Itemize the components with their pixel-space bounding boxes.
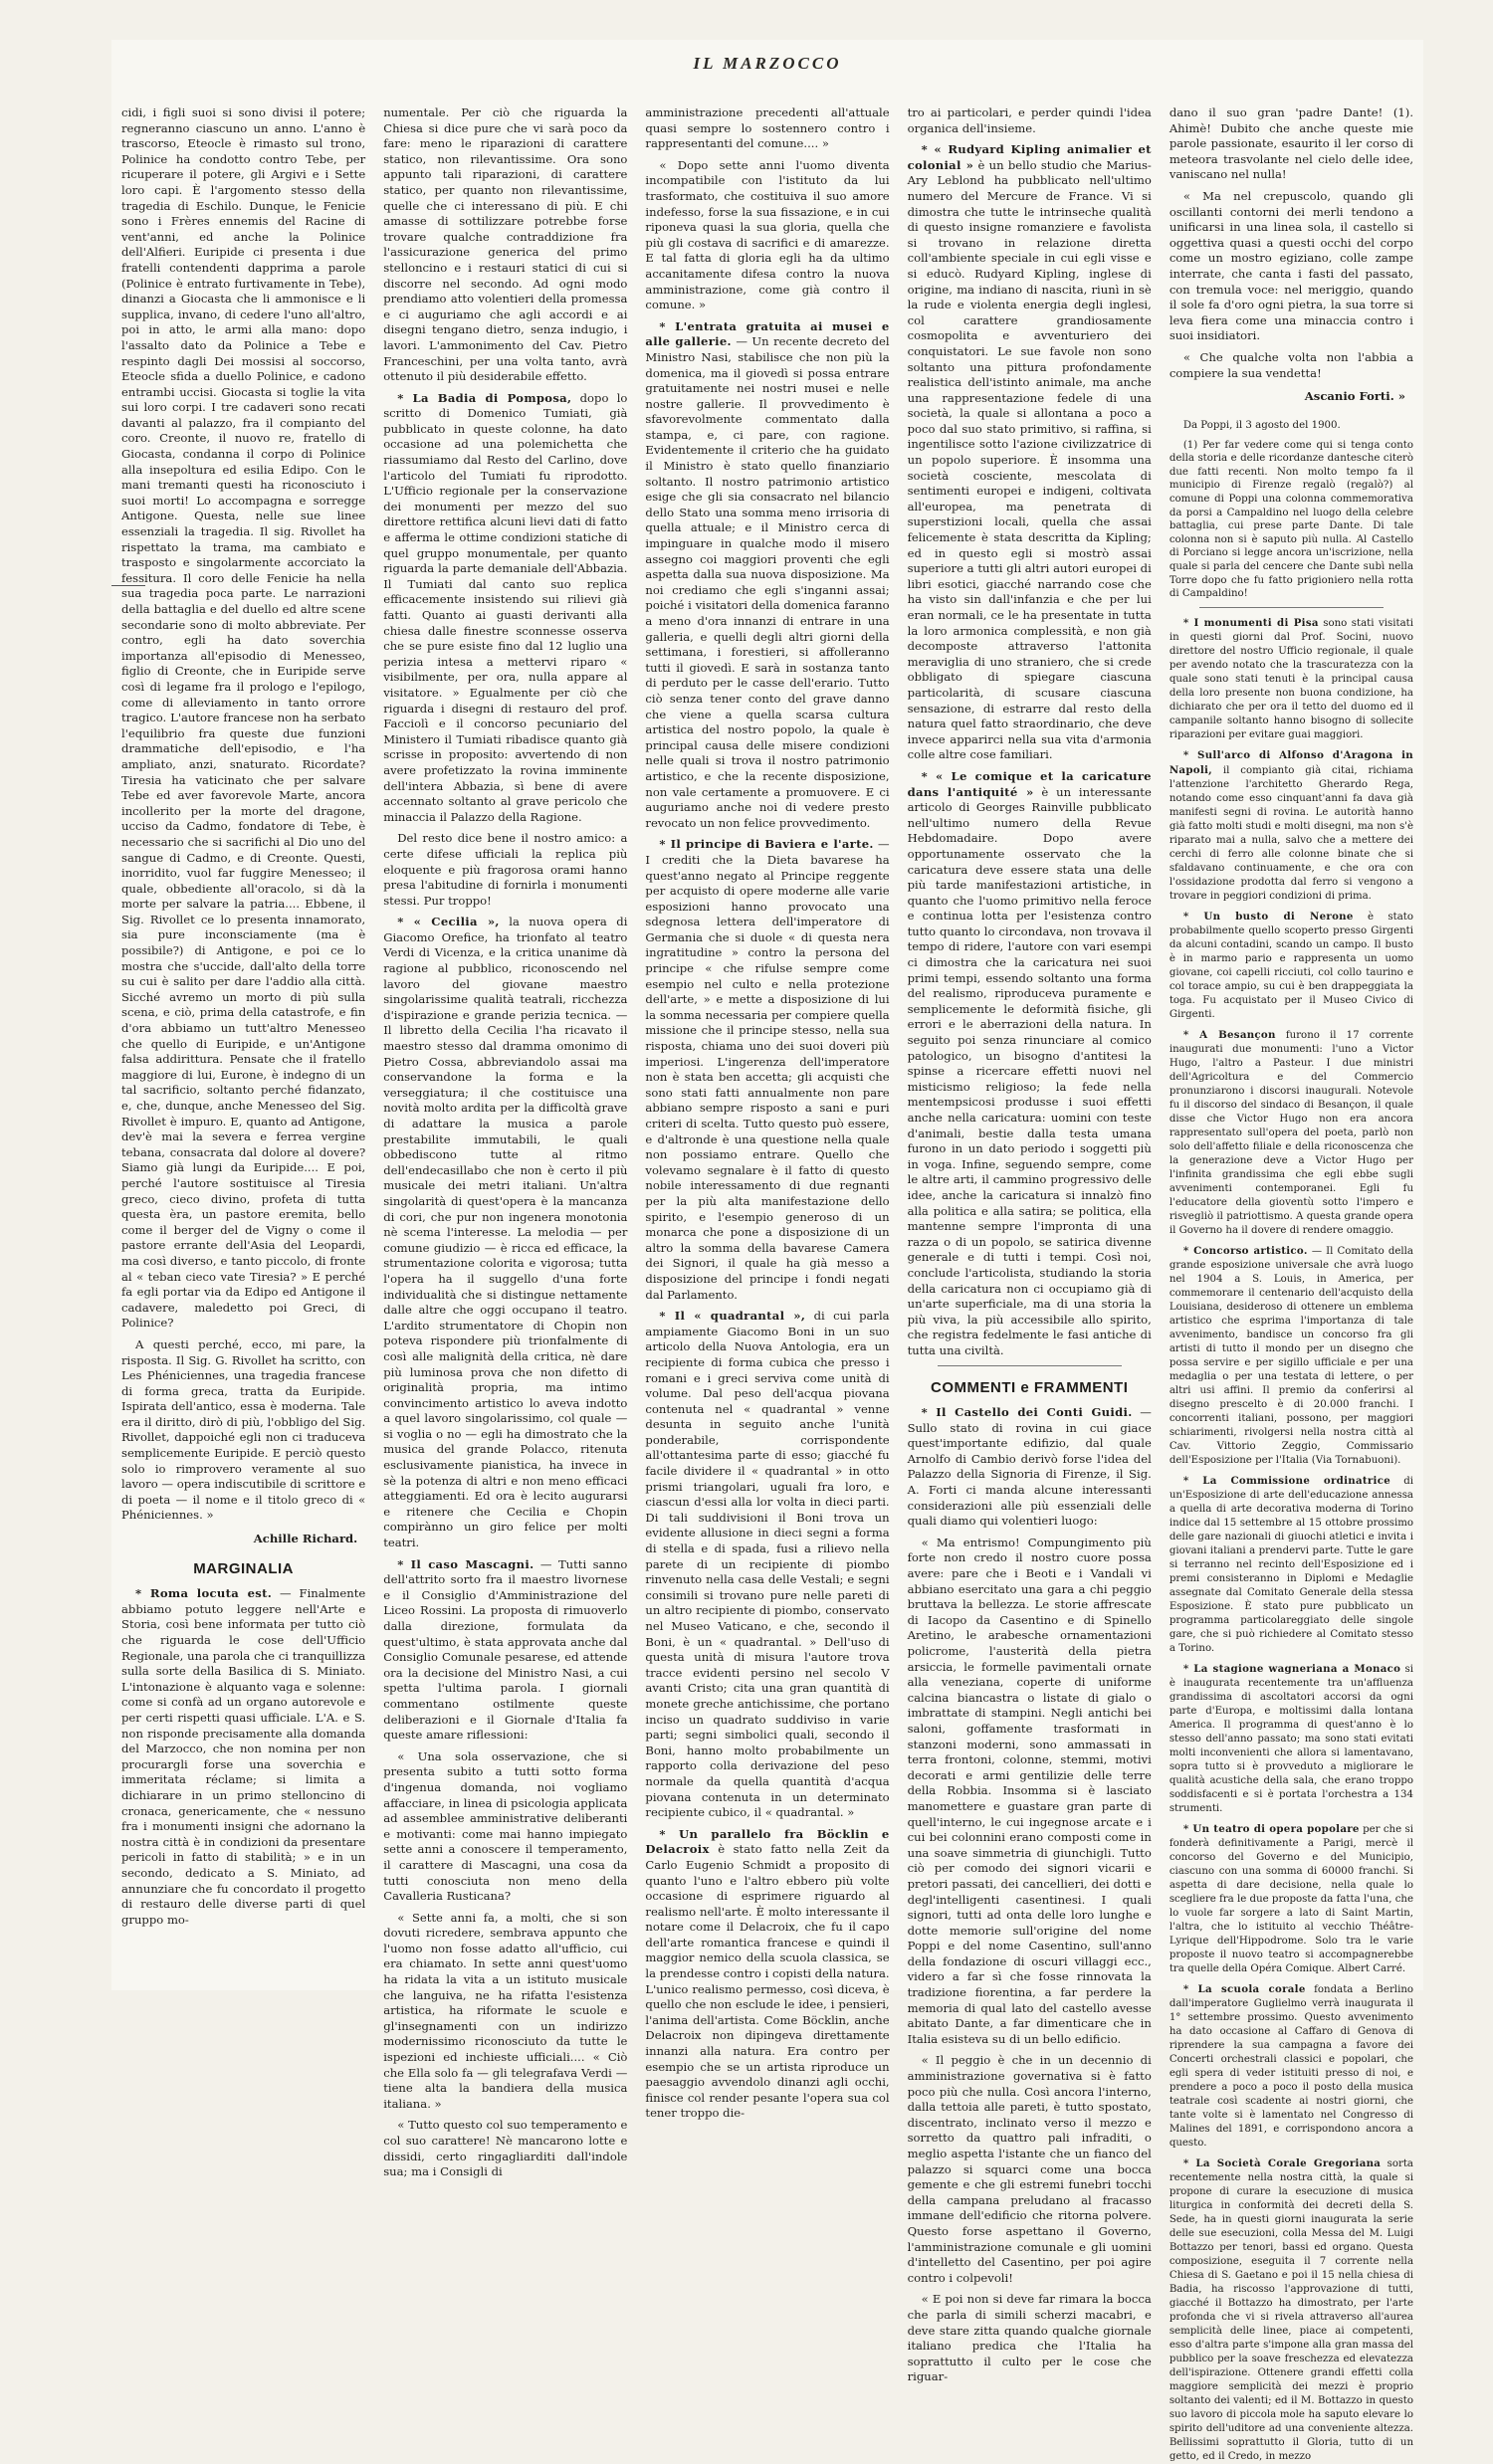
item-heading: * Il « quadrantal », — [659, 1309, 806, 1324]
section-divider — [1199, 607, 1384, 608]
item-heading: * Il principe di Baviera e l'arte. — [659, 837, 874, 852]
item-heading: * « Le comique et la caricature dans l'antiquité » — [907, 768, 1152, 799]
news-item — [1170, 1028, 1413, 1238]
masthead — [111, 54, 1423, 98]
item-body: — Finalmente abbiamo potuto leggere nell'Arte e Storia, così bene informata per tutto ciò che riguarda le cose dell'Ufficio Regionale, una parola che ci tranquillizza sulla sorte della Basilica di S. Miniato. L'intonazione è alquanto vaga e solenne: come si confà ad un organo autorevole e per certi rispetti quasi ufficiale. L'A. e S. non risponde precisamente alla domanda del Marzocco, che non nomina per non procurargli forse una soverchia e immeritata réclame; si limita a dichiarare in un primo stelloncino di cronaca, genericamente, che « nessuno fra i monumenti insigni che adornano la nostra città è in condizioni da presentare pericoli in fatto di stabilità; » e in un secondo, dedicato a S. Miniato, ad annunziare che fu concordato il progetto di restauro delle diverse parti di quel gruppo mo- — [121, 1586, 366, 1927]
quote-paragraph: « Ma nel crepuscolo, quando gli oscillanti contorni dei merli tendono a unificarsi in una linea sola, il castello si oggettiva quasi a questi occhi del corpo come un mostro egiziano, colle zampe interrate, che canta i fasti del passato, con tremula voce: nel meriggio, quando il sole fa d'oro ogni pietra, la sua torre si leva fiera come una minaccia contro i suoi insidiatori. — [1169, 188, 1414, 343]
author-signature: Ascanio Forti. » — [1304, 389, 1406, 404]
item-body: si è inaugurata recentemente tra un'affluenza grandissima di ascoltatori accorsi da ogni parte d'Europa, e moltissimi dalla lontana America. Il programma di quest'anno è lo stesso dell'anno passato; ma sono stati evitati molti inconvenienti che allora si lamentavano, sopra tutto si è provveduto a migliorare le qualità acustiche della sala, che erano troppo soddisfacenti e si è portata l'orchestra a 134 strumenti. — [1169, 1663, 1414, 1814]
item-body: di cui parla ampiamente Giacomo Boni in un suo articolo della Nuova Antologia, era un recipiente di forma cubica che presso i romani e i greci serviva come unità di volume. Dal peso dell'acqua piovana contenuta nel « quadrantal » venne desunta in seguito anche l'unità ponderabile, corrispondente all'ottantesima parte di esso; giacché fu facile dividere il « quadrantal » in otto prismi triangolari, uguali fra loro, e ciascun d'essi alla lor volta in dieci parti. Di tali suddivisioni il Boni trova un evidente allusione in dieci segni a forma di stella e di spada, fusi a rilievo nella parete di un recipiente di piombo rinvenuto nella casa delle Vestali; e segni consimili si trovano pure nelle pareti di un altro recipiente di piombo, conservato nel Museo Vaticano, e che, secondo il Boni, è un « quadrantal. » Dell'uso di questa unità di misura l'autore trova tracce evidenti persino nel secolo V avanti Cristo; cita una gran quantità di monete greche antichissime, che portano inciso un quadrato suddiviso in varie parti; segni simbolici quali, secondo il Boni, hanno molto probabilmente un rapporto colla derivazione del peso normale da quella quantità d'acqua piovana contenuta in un determinato recipiente cubico, il « quadrantal. » — [645, 1309, 890, 1820]
article-item — [383, 1557, 627, 1744]
paragraph: A questi perché, ecco, mi pare, la risposta. Il Sig. G. Rivollet ha scritto, con Les Phéniciennes, una tragedia francese di forma greca, tratta da Euripide. Ispirata dell'antico, essa è moderna. Tale era il diritto, dirò di più, l'obbligo del Sig. Rivollet, dappoiché egli non ci traduceva semplicemente Euripide. E perciò questo solo io rimprovero veramente al suo lavoro — opera indiscutibile di scrittore e di poeta — il nome e il titolo greco di « Phéniciennes. » — [121, 1336, 366, 1523]
quote-paragraph: « Una sola osservazione, che si presenta subito a tutti sotto forma d'ingenua domanda, noi vogliamo affacciare, in linea di psicologia applicata ad assemblee amministrative deliberanti e motivanti: come mai hanno impiegato sette anni a conoscere il temperamento, il carattere di Mascagni, una cosa da tutti conosciuta non meno della Cavalleria Rusticana? — [383, 1748, 628, 1904]
item-heading: * La scuola corale — [1182, 1982, 1306, 1995]
item-body: dopo lo scritto di Domenico Tumiati, già pubblicato in queste colonne, ha dato occasione ad una polemichetta che riassumiamo dal Resto del Carlino, dove l'articolo del Tumiati fu riprodotto. L'Ufficio regionale per la conservazione dei monumenti per mezzo del suo direttore rettifica alcuni lievi dati di fatto e afferma le ottime condizioni statiche di quel gruppo monumentale, per quanto riguarda la parte demaniale dell'Abbazia. Il Tumiati dal canto suo replica efficacemente insistendo sui rilievi già fatti. Quanto ai guasti derivanti alla chiesa dalle finestre sconnesse osserva che se pure esiste fino dal 12 luglio una perizia intesa a mettervi riparo « visibilmente, per ora, nulla appare al visitatore. » Egualmente per ciò che riguarda i disegni di restauro del prof. Facciolì e il concorso pecuniario del Ministero il Tumiati ribadisce quanto già scrisse in proposito: avvertendo di non avere profetizzato la rovina imminente dell'intera Abbazia, sì bene di avere accennato soltanto al grave pericolo che minaccia il Palazzo della Ragione. — [383, 390, 628, 824]
item-heading: * Il caso Mascagni. — [397, 1556, 534, 1571]
item-body: — Sullo stato di rovina in cui giace quest'importante edifizio, dal quale Arnolfo di Cambio derivò forse l'idea del Palazzo della Signoria di Firenze, il Sig. A. Forti ci manda alcune interessanti considerazioni alle più essenziali delle quali diamo qui volentieri luogo: — [907, 1405, 1152, 1529]
item-heading: * « Cecilia », — [397, 915, 500, 929]
dateline: Da Poppi, il 3 agosto del 1900. — [1182, 419, 1341, 431]
quote-paragraph: « Sette anni fa, a molti, che si son dovuti ricredere, sembrava appunto che l'uomo non fosse adatto all'ufficio, cui era chiamato. In sette anni quest'uomo ha ridata la vita a un istituto musicale che languiva, ne ha rifatta l'esistenza artistica, ha riformate le scuole e gl'insegnamenti con un indirizzo modernissimo riconosciuto da tutte le ispezioni ed inchieste ufficiali.... « Ciò che Ella solo fa — gli telegrafava Verdi — tiene alta la bandiera della musica italiana. » — [383, 1910, 628, 2111]
item-heading: * Il Castello dei Conti Guidi. — [921, 1405, 1133, 1420]
item-heading: * A Besançon — [1182, 1028, 1276, 1041]
column-5 — [1169, 105, 1414, 2462]
item-heading: * Sull'arco di Alfonso d'Aragona in Napoli, — [1169, 748, 1414, 776]
item-heading: * Un teatro di opera popolare — [1182, 1822, 1360, 1835]
item-body: è stato probabilmente quello scoperto presso Girgenti da alcuni contadini, scando un campo. Il busto è in marmo pario e rappresenta un uomo giovane, coi capelli ricciuti, col collo taurino e col torace ampio, su cui è ben drappeggiata la toga. Fu acquistato per il Museo Civico di Girgenti. — [1169, 911, 1414, 1020]
item-heading: * L'entrata gratuita ai musei e alle gallerie. — [645, 318, 890, 349]
item-body: è un interessante articolo di Georges Rainville pubblicato nell'ultimo numero della Revue Hebdomadaire. Dopo avere opportunamente osservato che la caricatura deve essere stata una delle più tarde manifestazioni artistiche, in quanto che l'uomo primitivo nella feroce e continua lotta per l'esistenza contro tutto quanto lo circondava, non trovava il tempo di ridere, l'autore con vari esempi ci dimostra che la caricatura nei suoi primi tempi, essendo soltanto una forma del realismo, riproduceva puramente e semplicemente le deformità fisiche, gli errori e le aberrazioni della natura. In seguito poi senza rinunciare al comico patologico, un bisogno d'antitesi la spinse a ricercare effetti nuovi nel misticismo religioso; la fede nella mentempsicosi produsse i suoi effetti anche nella caricatura: uomini con teste d'animali, bestie dalla testa umana furono in un dato periodo i soggetti più in voga. Infine, seguendo sempre, come le altre arti, il cammino progressivo delle idee, anche la caricatura si innalzò fino alla politica e alla satira; se politica, ella mantenne sempre l'impronta di una razza o di un popolo, se satirica divenne generale e di tutti i tempi. Così noi, conclude l'articolista, studiando la storia della caricatura non ci occupiamo già di un'arte superficiale, ma di una storia la più viva, la più accessibile allo spirito, che registra fedelmente le fasi antiche di tutta una civiltà. — [907, 784, 1152, 1357]
section-heading-commenti: COMMENTI e FRAMMENTI — [931, 1378, 1129, 1396]
item-body: per che si fonderà definitivamente a Parigi, mercè il concorso del Governo e del Municipio, ciascuno con una somma di 60000 franchi. Si aspetta di dare decisione, nella quale lo scegliere fra le due proposte da fatta l'una, che lo vuole far sorgere a lato di Saint Martin, l'altra, che lo istituito al vecchio Théâtre-Lyrique dell'Hippodrome. Solo tra le varie proposte il nuovo teatro si accompagnerebbe tra quelle della Opéra Comique. Albert Carré. — [1169, 1823, 1414, 1974]
quote-paragraph: « Il peggio è che in un decennio di amministrazione governativa si è fatto poco più che nulla. Così ancora l'interno, dalla tettoia alle pareti, è tutto spostato, discentrato, inclinato verso il mezzo e sorretto da quattro pali infraditi, o meglio aspetta l'istante che un fianco del palazzo si squarci come una bocca gemente e che gli estremi funebri tocchi della campana preludano al fracasso immane dell'edificio che ritorna polvere. Questo forse aspettano il Governo, l'amministrazione comunale e gli uomini d'intelletto del Casentino, per poi agire contro i colpevoli! — [907, 2053, 1152, 2285]
item-heading: * Un parallelo fra Böcklin e Delacroix — [645, 1826, 890, 1857]
news-item — [1170, 616, 1413, 742]
news-item — [1170, 1822, 1413, 1976]
article-item — [383, 391, 627, 826]
paragraph: Del resto dice bene il nostro amico: a certe difese ufficiali la replica più eloquente e più fragorosa orami hanno presa l'abitudine di fornirla i monumenti stessi. Pur troppo! — [383, 831, 628, 908]
article-item — [908, 142, 1152, 763]
item-heading: * Roma locuta est. — [135, 1586, 273, 1601]
news-item — [1170, 748, 1413, 904]
item-body: sono stati visitati in questi giorni dal Prof. Socini, nuovo direttore del nostro Ufficio regionale, il quale per avendo notato che la trascuratezza con la quale sono stati tenuti è la principal causa della loro presente non buona condizione, ha dichiarato che per ora il tetto del duomo ed il campanile soltanto hanno bisogno di sollecite riparazioni per evitare guai maggiori. — [1169, 617, 1414, 740]
quote-paragraph: « Che qualche volta non l'abbia a compiere la sua vendetta! — [1169, 349, 1414, 380]
item-body: — Il Comitato della grande esposizione universale che avrà luogo nel 1904 a S. Louis, in America, per commemorare il centenario dell'acquisto della Louisiana, desideroso di ottenere un emblema artistico che esprima l'importanza di tale avvenimento, bandisce un concorso fra gli artisti di tutto il mondo per un disegno che possa servire e per sigillo ufficiale e per una medaglia o per una testata di lettere, o per altri usi affini. Il premio da conferirsi al disegno prescelto è di 20.000 franchi. I concorrenti italiani, possono, per maggiori schiarimenti, rivolgersi nella nostra città al Cav. Vittorio Zeggio, Commissario dell'Esposizione per l'Italia (Via Tornabuoni). — [1169, 1245, 1414, 1466]
article-item — [121, 1586, 365, 1928]
quote-paragraph: « E poi non si deve far rimara la bocca che parla di simili scherzi macabri, e deve stare zitta quando qualche giornale italiano predica che l'Italia ha soprattutto il culto per le cose che riguar- — [907, 2292, 1152, 2384]
paragraph: tro ai particolari, e perder quindi l'idea organica dell'insieme. — [907, 105, 1152, 135]
item-body: — Tutti sanno dell'attrito sorto fra il maestro livornese e il Consiglio d'Amministrazione del Liceo Rossini. La proposta di rimuoverlo dalla direzione, formulata da quest'ultimo, è stata approvata anche dal Consiglio Comunale pesarese, ed attende ora la decisione del Ministro Nasi, a cui spetta l'ultima parola. I giornali commentano ostilmente queste deliberazioni e il Giornale d'Italia fa queste amare riflessioni: — [383, 1556, 628, 1743]
paragraph: cidi, i figli suoi si sono divisi il potere; regneranno ciascuno un anno. L'anno è trascorso, Eteocle è rimasto sul trono, Polinice ha condotto contro Tebe, per ricuperare il potere, gli Argivi e i Sette loro capi. È l'argomento stesso della tragedia di Eschilo. Dunque, le Fenicie sono i Frères ennemis del Racine di vent'anni, ed anche la Polinice dell'Alfieri. Euripide ci presenta i due fratelli contendenti dapprima a parole (Polinice è entrato furtivamente in Tebe), dinanzi a Giocasta che li ammonisce e li supplica, invano, di cedere l'uno all'altro, poi in atto, le armi alla mano: dopo l'assalto dato da Polinice a Tebe e respinto dagli Dei mossisi al soccorso, Eteocle sfida a duello Polinice, e cadono entrambi uccisi. Giocasta si toglie la vita sui loro corpi. I tre cadaveri sono recati davanti al palazzo, fra il compianto del coro. Creonte, il nuovo re, fratello di Giocasta, condanna il corpo di Polinice alla insepoltura ed esilia Edipo. Con le mani tremanti questi ha riconosciuto i suoi morti! Lo accompagna e sorregge Antigone. Questa, nelle sue linee essenziali la tragedia. Il sig. Rivollet ha rispettato la trama, ma cambiato e trasposto e singolarmente accorciato la fessitura. Il coro delle Fenicie ha nella sua tragedia poca parte. Le narrazioni della battaglia e del duello ed altre scene secondarie sono di molto abbreviate. Per contro, egli ha dato soverchia importanza all'episodio di Menesseo, figlio di Creonte, che in Euripide serve così di legame fra il prologo e l'epilogo, come di alleviamento in tanto orrore tragico. L'autore francese non ha serbato l'equilibrio fra queste due funzioni drammatiche dell'episodio, e l'ha ampliato, anzi, snaturato. Ricordate? Tiresia ha vaticinato che per salvare Tebe ed aver favorevole Marte, ancora incollerito per la morte del dragone, ucciso da Cadmo, fondatore di Tebe, è necessario che si sacrifichi al Dio uno del sangue di Cadmo, e di Creonte. Questi, inorridito, vuol far fuggire Menesseo; il quale, obbediente all'oracolo, si dà la morte per salvare la patria.... Ebbene, il Sig. Rivollet ce lo presenta innamorato, sia pure inconsciamente (ma è possibile?) di Antigone, e poi ce lo mostra che s'uccide, dall'alto della torre su cui è salito per dare l'addio alla città. Sicché avremo un morto di più sulla scena, e ciò, prima della catastrofe, e fin d'ora abbiamo un tutt'altro Menesseo che quello di Euripide, e un'Antigone falsa addirittura. Pensate che il fratello maggiore di lui, Eurone, è indegno di un tal sacrificio, soltanto perché fidanzato, e, che, dunque, anche Menesseo del Sig. Rivollet è impuro. E, quanto ad Antigone, dev'è mai la severa e ferrea vergine tebana, consacrata dal dolore al dovere? Siamo già lungi da Euripide.... E poi, perché l'autore sostituisce al Tiresia greco, cieco divino, profeta di tutta questa èra, un pastore eremita, bello come il berger del de Vigny o come il pastore errante dell'Asia del Leopardi, ma così diverso, e tanto piccolo, di fronte al « teban cieco vate Tiresia? » E perché fa egli portar via da Edipo ed Antigone il cadavere, maledetto poi Greci, di Polinice? — [121, 105, 366, 1331]
column-3 — [645, 105, 890, 2121]
newspaper-page — [111, 40, 1423, 2462]
article-item — [908, 769, 1152, 1359]
column-1 — [121, 105, 365, 1980]
paragraph: amministrazione precedenti all'attuale quasi sempre lo sostennero contro i rappresentanti del comune.... » — [645, 105, 890, 151]
item-body: — Un recente decreto del Ministro Nasi, stabilisce che non più la domenica, ma il giovedì si possa entrare gratuitamente nei nostri musei e nelle nostre gallerie. Il provvedimento è sfavorevolmente commentato dalla stampa, e, ci pare, con ragione. Evidentemente il criterio che ha guidato il Ministro è stato quello finanziario soltanto. Il nostro patrimonio artistico esige che gli sia consacrato nel bilancio dello Stato una somma meno irrisoria di quella attuale; e il Ministro cerca di impinguare in qualche modo il misero assegno coi maggiori proventi che egli aspetta dalla sua nuova disposizione. Ma noi crediamo che egli s'inganni assai; poiché i visitatori della domenica faranno a meno d'ora innanzi di entrare in una galleria, e quelli degli altri giorni della settimana, i forestieri, si affolleranno tutti il giovedì. E sarà in sostanza tanto di perduto per le casse dell'erario. Tutto ciò senza tener conto del grave danno che viene a quella scarsa cultura artistica del nostro popolo, la quale è principal causa delle misere condizioni nelle quali si trova il nostro patrimonio artistico, e che la recente disposizione, non vale certamente a promuovere. E ci auguriamo anche noi di vedere presto revocato un non felice provvedimento. — [645, 334, 890, 830]
item-heading: * « Rudyard Kipling animalier et colonial » — [907, 142, 1152, 172]
page-title: IL MARZOCCO — [693, 54, 842, 73]
quote-paragraph: « Tutto questo col suo temperamento e col suo carattere! Nè mancarono lotte e dissidi, certo ringagliarditi dall'indole sua; ma i Consigli di — [383, 2118, 628, 2179]
item-heading: * Concorso artistico. — [1182, 1244, 1308, 1257]
column-4 — [907, 105, 1152, 2384]
news-item — [1170, 910, 1413, 1022]
quote-paragraph: « Ma entrismo! Compungimento più forte non credo il nostro cuore possa avere: pare che i Beoti e i Vandali vi abbiano esercitato una gara a chi peggio bruttava la bellezza. Le storie affrescate di Iacopo da Casentino e di Spinello Aretino, le arabesche ornamentazioni policrome, l'austerità della pietra arsiccia, le formelle pavimentali ornate alla veneziana, coperte di uniforme calcina biancastra o listate di gialo o imbrattate di stampini. Negli antichi bei saloni, goffamente trasformati in stanzoni moderni, sono ammassati in terra frontoni, colonne, stemmi, motivi decorati e armi gentilizie delle terre della Robbia. Insomma si è lasciato manomettere e guastare gran parte di quell'interno, le cui ingegnose arcate e i cui bei colonnini erano composti come in una soave simmetria di giunchigli. Tutto ciò per comodo dei signori vicarii e pretori passati, dei cancellieri, dei dotti e degl'intelligenti casentinesi. I quali signori, tutti ad onta delle loro lunghe e dotte memorie sull'origine del nome Poppi e del nome Casentino, sull'anno della fondazione di oscuri villaggi ecc., videro a far sì che fosse rinnovata la tradizione fiorentina, a far perdere la memoria di qual lato del castello avesse abitato Dante, a far dimenticare che in Italia esisteva su di un bello edificio. — [907, 1535, 1152, 2046]
footnote: (1) Per far vedere come qui si tenga conto della storia e delle ricordanze dantesche citerò due fatti recenti. Non molto tempo fa il municipio di Firenze regalò (regalò?) al comune di Poppi una colonna commemorativa da porsi a Campaldino nel luogo della celebre battaglia, cui prese parte Dante. Di tale colonna non si è saputo più nulla. Al Castello di Porciano si legge ancora un'iscrizione, nella quale si parla del cencere che Dante subì nella Torre dopo che fu fatto prigioniero nella rotta di Campaldino! — [1169, 439, 1414, 600]
news-item — [1170, 1474, 1413, 1656]
article-item — [645, 319, 889, 832]
section-divider — [938, 1365, 1122, 1366]
item-heading: * Un busto di Nerone — [1182, 910, 1354, 923]
text-columns — [121, 105, 1414, 2462]
paragraph: dano il suo gran 'padre Dante! (1). Ahimè! Dubito che anche queste mie parole passionate, esaurito il ler corso di meteora trasvolante nel cielo delle idee, vaniscano nel nulla! — [1169, 105, 1414, 182]
article-item — [645, 1827, 889, 2122]
news-item — [1170, 1244, 1413, 1468]
news-item — [1170, 2156, 1413, 2464]
news-item — [1170, 1982, 1413, 2151]
news-item — [1170, 1662, 1413, 1816]
item-heading: * I monumenti di Pisa — [1182, 616, 1319, 629]
article-item — [645, 1309, 889, 1821]
column-2 — [383, 105, 628, 2179]
item-heading: * La stagione wagneriana a Monaco — [1182, 1662, 1401, 1675]
article-item — [908, 1405, 1152, 1530]
item-heading: * La Società Corale Gregoriana — [1182, 2156, 1382, 2169]
item-body: fondata a Berlino dall'imperatore Guglielmo verrà inaugurata il 1° settembre prossimo. Questo avvenimento ha dato occasione al Caffaro di Genova di riprendere la sua campagna a favore dei Concerti orchestrali classici e popolari, che egli spera di veder istituiti presso di noi, e prendere a poco a poco il posto della musica teatrale così scadente ai nostri giorni, che tante volte si è lamentato nel Congresso di Malines del 1891, e corrispondono ancora a questo. — [1169, 1983, 1414, 2149]
item-body: di un'Esposizione di arte dell'educazione annessa a quella di arte decorativa moderna di Torino indice dal 15 settembre al 15 ottobre prossimo delle gare nazionali di giuochi atletici e invita i giovani italiani a prendervi parte. Tutte le gare si terranno nel recinto dell'Esposizione ed i premi consisteranno in Diplomi e Medaglie assegnate dal Comitato Generale della stessa Esposizione. È stato pure pubblicato un programma particolareggiato delle singole gare, che si può richiedere al Comitato stesso a Torino. — [1169, 1475, 1414, 1654]
article-item — [645, 837, 889, 1303]
item-body: — I crediti che la Dieta bavarese ha quest'anno negato al Principe reggente per acquisto di opere moderne alle varie esposizioni hanno provocato una sdegnosa lettera dell'imperatore di Germania che si duole « di questa nera ingratitudine » contro la persona del principe « che rifulse sempre come esempio nel culto e nella protezione dell'arte, » e mette a disposizione di lui la somma necessaria per compiere quella missione che il principe stesso, nella sua risposta, chiama uno dei suoi doveri più imperiosi. L'ingerenza dell'imperatore non è stata ben accetta; gli acquisti che sono stati fatti annualmente non pare abbiano sempre risposto a sani e puri criteri di scelta. Tutto questo può essere, e d'altronde è una questione nella quale non possiamo entrare. Quello che volevamo segnalare è il fatto di questo nobile interessamento di due regnanti per la più alta manifestazione dello spirito, e l'esempio generoso di un monarca che pone a disposizione di un altro la somma della bavarese Camera dei Signori, il quale ha già messo a disposizione del principe i fondi negati dal Parlamento. — [645, 837, 890, 1302]
item-body: furono il 17 corrente inaugurati due monumenti: l'uno a Victor Hugo, l'altro a Pasteur. I due ministri dell'Agricoltura e del Commercio pronunziarono i discorsi inaugurali. Notevole fu il discorso del sindaco di Besançon, il quale disse che Victor Hugo non era ancora rappresentato sull'opera del poeta, parlò non solo dell'affetto filiale e della riconoscenza che la generazione deve a Victor Hugo per l'infinita grandissima che egli ebbe sugli avvenimenti contemporanei. Egli fu l'educatore della gioventù sotto l'impero e risvegliò il patriottismo. A questa grande opera il Governo ha il dovere di rendere omaggio. — [1169, 1029, 1414, 1236]
quote-paragraph: « Dopo sette anni l'uomo diventa incompatibile con l'istituto da lui trasformato, che costituiva il suo amore indefesso, forse la sua fissazione, e in cui riponeva quasi la sua gloria, quella che più gli costava di sacrifici e di amarezze. E tal fatta di gloria egli ha da ultimo accanitamente difesa contro la nuova amministrazione, come già contro il comune. » — [645, 157, 890, 312]
item-body: la nuova opera di Giacomo Orefice, ha trionfato al teatro Verdi di Vicenza, e la critica unanime dà ragione al pubblico, riconoscendo nel lavoro del giovane maestro singolarissime qualità teatrali, ricchezza d'ispirazione e grande perizia tecnica. — Il libretto della Cecilia l'ha ricavato il maestro stesso dal dramma omonimo di Pietro Cossa, abbreviandolo assai ma conservandone la forma e la verseggiatura; il che costituisce una novità molto ardita per la difficoltà grave di adattare la musica a parole prestabilite immutabili, le quali obbediscono tutte al ritmo dell'endecasillabo che non è certo il più musicale dei metri italiani. Un'altra singolarità di quest'opera è la mancanza di cori, che pur non ingenera monotonia nè scema l'interesse. La melodia — per comune giudizio — è ricca ed efficace, la strumentazione colorita e vigorosa; tutta l'opera ha il suggello d'una forte individualità che si distingue nettamente dalle altre che oggi occupano il teatro. L'ardito strumentatore di Chopin non potevа rispondere più trionfalmente di così alle malignità della critica, nè dare più luminosa prova che non difetto di originalità propria, ma intimo convincimento artistico lo aveva indotto a quel lavoro singolarissimo, col quale — si voglia o no — egli ha dimostrato che la musica del grande Polacco, ritenuta esclusivamente pianistica, ha invece in sè la potenza di altri e non meno efficaci atteggiamenti. Ed ora è lecito augurarsi e ritenere che Cecilia e Chopin compirànno un giro felice per molti teatri. — [383, 915, 628, 1550]
author-signature: Achille Richard. — [253, 1532, 358, 1546]
item-heading: * La Badia di Pomposa, — [397, 390, 572, 405]
section-heading-marginalia: MARGINALIA — [193, 1559, 295, 1577]
item-body: sorta recentemente nella nostra città, la quale si propone di curare la esecuzione di musica liturgica in conformità dei decreti della S. Sede, ha in questi giorni inaugurata la serie delle sue esecuzioni, colla Messa del M. Luigi Bottazzo per tenori, bassi ed organo. Questa composizione, eseguita il 7 corrente nella Chiesa di S. Gaetano e poi il 15 nella chiesa di Badia, ha riscosso l'approvazione di tutti, giacché il Bottazzo ha dimostrato, per l'arte profonda che vi si rivela attraverso all'aurea semplicità delle linee, piace ai competenti, esso d'altra parte s'impone alla gran massa del pubblico per la soave freschezza ed elevatezza dell'ispirazione. Ottenere grandi effetti colla maggiore semplicità dei mezzi è proprio soltanto dei valenti; ed il M. Bottazzo in questo suo lavoro di piccola mole ha saputo elevare lo spirito dell'uditore ad una conveniente altezza. Bellissimi soprattutto il Gloria, tutto di un getto, ed il Credo, in mezzo — [1169, 2157, 1414, 2462]
item-heading: * La Commissione ordinatrice — [1182, 1474, 1391, 1487]
article-item — [383, 915, 627, 1550]
item-body: il compianto già citai, richiama l'attenzione l'architetto Gherardo Rega, notando come esso cinquant'anni fa dava già manifesti segni di rovina. Le autorità hanno già fatto molti studi e molti disegni, ma non s'è riparato mai a nulla, salvo che a mettere dei cerchi di ferro alle colonne binate che si sfaldavano continuamente, e che ora con l'ossidazione prodotta dal ferro si vengono a trovare in peggiori condizioni di prima. — [1169, 764, 1414, 902]
item-body: è un bello studio che Marius-Ary Leblond ha pubblicato nell'ultimo numero del Mercure de France. Vi si dimostra che tutte le intrinseche qualità di questo insigne romanziere e favolista si trovano in relazione diretta coll'ambiente speciale in cui egli visse e si educò. Rudyard Kipling, inglese di origine, ma indiano di nascita, riunì in sè la rude e violenta energia degli inglesi, col carattere grandiosamente cosmopolita e avventuriero dei conquistatori. Le sue favole non sono soltanto una pittura profondamente realistica dell'istinto animale, ma anche una rappresentazione fedele di una società, la quale si allontana a poco a poco dal suo stato primitivo, si raffina, si ingentilisce sotto l'azione civilizzatrice di un popolo superiore. È insomma una società cosciente, mescolata di sentimenti europei e indigeni, coltivata all'europea, ma penetrata di superstizioni locali, quella che assai felicemente è stata descritta da Kipling; ed in questo egli si mostrò assai superiore a tutti gli altri autori europei di libri esotici, giacché narrando cose che ha visto sin dall'infanzia e che per lui eran normali, ce le ha presentate in tutta la loro armonica complessità, e non già decomposte attraverso l'attonita meraviglia di uno straniero, che si crede obbligato di spiegare ciascuna particolarità, di scusare ciascuna sensazione, di estrarre dal resto della natura quel fatto straordinario, che deve invece apparirci nella sua vita d'armonia colle altre cose familiari. — [907, 157, 1152, 762]
paragraph: numentale. Per ciò che riguarda la Chiesa si dice pure che vi sarà poco da fare: meno le riparazioni di carattere statico, non rilevantissime. Ora sono appunto tali riparazioni, di carattere statico, per quanto non rilevantissime, quelle che ci interessano di più. E chi amasse di sottilizzare potrebbe forse trovare qualche contraddizione fra l'assicurazione generica del primo stelloncino e i restauri statici di cui si discorre nel secondo. Ad ogni modo prendiamo atto volentieri della promessa e ci auguriamo che agli accordi e ai disegni tengano dietro, senza indugio, i lavori. L'ammonimento del Cav. Pietro Franceschini, per una volta tanto, avrà ottenuto il più desiderabile effetto. — [383, 105, 628, 384]
item-body: è stato fatto nella Zeit da Carlo Eugenio Schmidt a proposito di quanto l'uno e l'altro ebbero più volte occasione di esprimere riguardo al realismo nell'arte. È molto interessante il notare come il Delacroix, che fu il capo dell'arte romantica francese e quindi il maggior nemico della scuola classica, se la prendesse contro i copisti della natura. L'unico realismo permesso, così diceva, è quello che non esclude le idee, i pensieri, l'anima dell'artista. Come Böcklin, anche Delacroix non dipingeva direttamente innanzi alla natura. Era contro per esempio che se un artista riproduce un paesaggio avvendolo dinanzi agli occhi, finisce col render pesante l'opera sua col tener troppo die- — [645, 1842, 890, 2121]
